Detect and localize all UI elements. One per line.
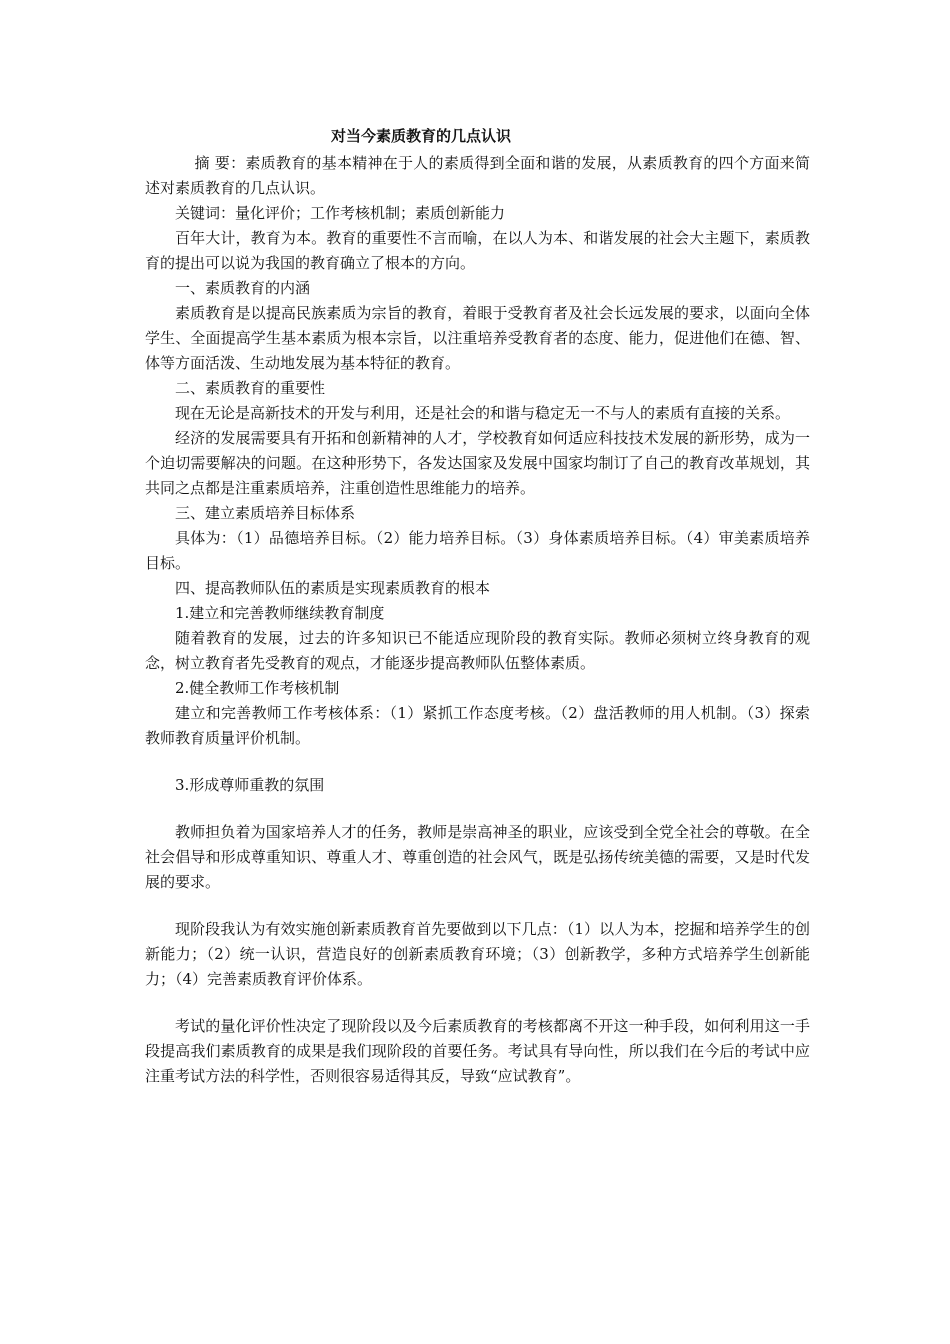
document-page <box>145 0 810 1344</box>
intro-paragraph: 百年大计，教育为本。教育的重要性不言而喻，在以人为本、和谐发展的社会大主题下，素质教育的提出可以说为我国的教育确立了根本的方向。 <box>145 229 810 272</box>
document-body <box>145 151 810 1089</box>
paragraph-spacer <box>145 895 810 917</box>
paragraph-spacer <box>145 798 810 820</box>
section-heading-1: 一、素质教育的内涵 <box>175 279 311 297</box>
stage-paragraph: 现阶段我认为有效实施创新素质教育首先要做到以下几点：（1）以人为本，挖掘和培养学生的创新能力；（2）统一认识，营造良好的创新素质教育环境；（3）创新教学，多种方式培养学生创新能力；（4）完善素质教育评价体系。 <box>145 920 810 988</box>
document-title: 对当今素质教育的几点认识 <box>331 127 512 145</box>
exam-paragraph: 考试的量化评价性决定了现阶段以及今后素质教育的考核都离不开这一种手段，如何利用这一手段提高我们素质教育的成果是我们现阶段的首要任务。考试具有导向性，所以我们在今后的考试中应注重考试方法的科学性，否则很容易适得其反，导致“应试教育”。 <box>145 1017 810 1085</box>
section-1-paragraph: 素质教育是以提高民族素质为宗旨的教育，着眼于受教育者及社会长远发展的要求，以面向全体学生、全面提高学生基本素质为根本宗旨，以注重培养受教育者的态度、能力，促进他们在德、智、体等方面活泼、生动地发展为基本特征的教育。 <box>145 304 810 372</box>
abstract-paragraph: 摘 要：素质教育的基本精神在于人的素质得到全面和谐的发展，从素质教育的四个方面来简述对素质教育的几点认识。 <box>145 154 810 197</box>
section-2-paragraph-2: 经济的发展需要具有开拓和创新精神的人才，学校教育如何适应科技技术发展的新形势，成为一个迫切需要解决的问题。在这种形势下，各发达国家及发展中国家均制订了自己的教育改革规划，其共同之点都是注重素质培养，注重创造性思维能力的培养。 <box>145 429 810 497</box>
subsection-heading-3: 3.形成尊师重教的氛围 <box>175 776 325 794</box>
subsection-heading-2: 2.健全教师工作考核机制 <box>175 679 340 697</box>
subsection-2-paragraph: 建立和完善教师工作考核体系：（1）紧抓工作态度考核。（2）盘活教师的用人机制。（3）探索教师教育质量评价机制。 <box>145 704 810 747</box>
subsection-1-paragraph: 随着教育的发展，过去的许多知识已不能适应现阶段的教育实际。教师必须树立终身教育的观念，树立教育者先受教育的观点，才能逐步提高教师队伍整体素质。 <box>145 629 810 672</box>
section-3-paragraph: 具体为：（1）品德培养目标。（2）能力培养目标。（3）身体素质培养目标。（4）审美素质培养目标。 <box>145 529 810 572</box>
section-heading-4: 四、提高教师队伍的素质是实现素质教育的根本 <box>175 579 491 597</box>
section-heading-3: 三、建立素质培养目标体系 <box>175 504 356 522</box>
section-2-paragraph-1: 现在无论是高新技术的开发与利用，还是社会的和谐与稳定无一不与人的素质有直接的关系。 <box>175 404 791 422</box>
section-heading-2: 二、素质教育的重要性 <box>175 379 326 397</box>
paragraph-spacer <box>145 992 810 1014</box>
paragraph-spacer <box>145 751 810 773</box>
keywords-line: 关键词：量化评价；工作考核机制；素质创新能力 <box>175 204 506 222</box>
subsection-3-paragraph: 教师担负着为国家培养人才的任务，教师是崇高神圣的职业，应该受到全党全社会的尊敬。在全社会倡导和形成尊重知识、尊重人才、尊重创造的社会风气，既是弘扬传统美德的需要，又是时代发展的要求。 <box>145 823 810 891</box>
subsection-heading-1: 1.建立和完善教师继续教育制度 <box>175 604 385 622</box>
